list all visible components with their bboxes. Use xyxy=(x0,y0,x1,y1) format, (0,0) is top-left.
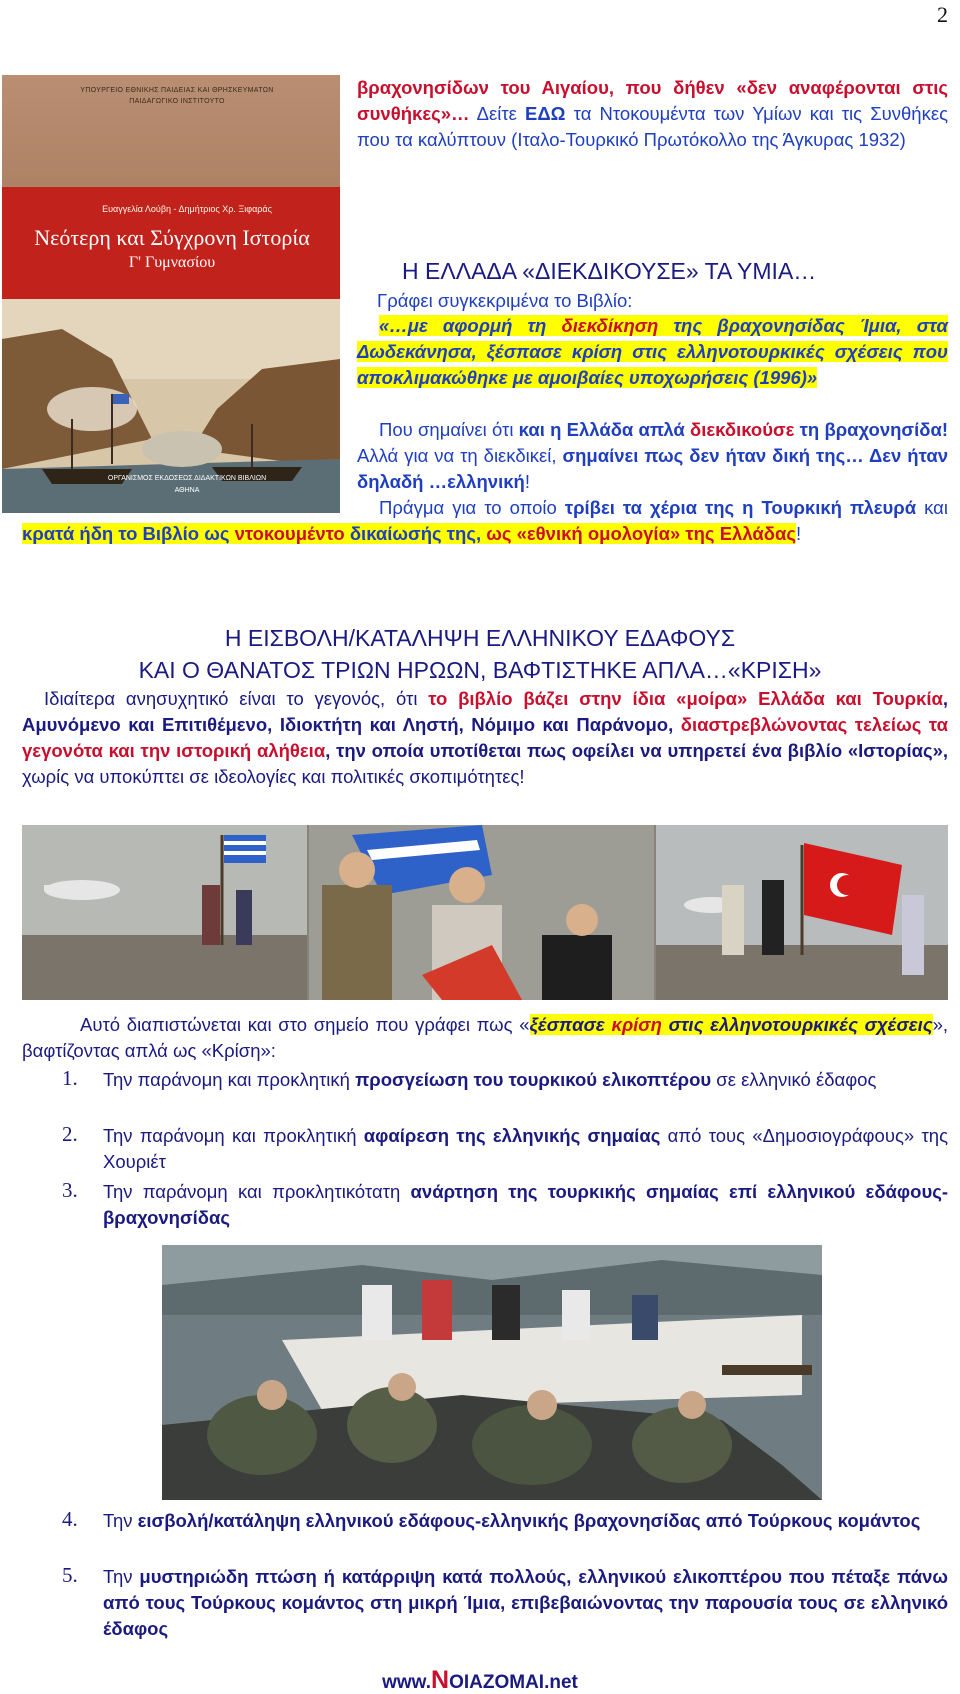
list-1-b: προσγείωση του τουρκικού ελικοπτέρου xyxy=(355,1069,712,1090)
list-intro-c: κρίση xyxy=(611,1014,662,1035)
consequence-part-b: τρίβει τα χέρια της η Τουρκική πλευρά xyxy=(564,497,917,518)
section1-meaning-paragraph xyxy=(357,417,948,495)
list-intro-e: » xyxy=(932,1014,943,1035)
section1-intro-line: Γράφει συγκεκριμένα το Βιβλίο: xyxy=(377,290,633,311)
list-3-a: Την παράνομη και προκλητικότατη xyxy=(103,1181,411,1202)
book-cover-image xyxy=(2,75,340,513)
here-link[interactable]: ΕΔΩ xyxy=(525,103,566,124)
meaning-part-d: τη βραχονησίδα! xyxy=(794,419,948,440)
consequence-part-a: Πράγμα για το οποίο xyxy=(379,497,565,518)
intro-red-text: βραχονησίδων του Αιγαίου, που δήθεν «δεν αναφέρονται στις συνθήκες»… xyxy=(357,77,948,124)
commandos-boat-photo xyxy=(162,1245,822,1500)
list-4-b: εισβολή/κατάληψη ελληνικού εδάφους-ελληνικής βραχονησίδας από Τούρκους κομάντος xyxy=(137,1510,921,1531)
list-number-2: 2. xyxy=(62,1122,78,1146)
list-item-2 xyxy=(103,1123,948,1175)
consequence-part-h: ! xyxy=(795,523,802,544)
list-intro-a: Αυτό διαπιστώνεται και στο σημείο που γράφει πως « xyxy=(80,1014,530,1035)
footer-post: OIAZOMAI.net xyxy=(449,1672,578,1693)
list-intro-paragraph xyxy=(22,1012,948,1064)
s2-part-f: χωρίς να υποκύπτει σε ιδεολογίες και πολιτικές σκοπιμότητες! xyxy=(22,766,525,787)
section2-paragraph xyxy=(22,686,948,790)
list-intro-f: , βαφτίζοντας απλά ως «Κρίση»: xyxy=(22,1014,949,1061)
list-2-a: Την παράνομη και προκλητική xyxy=(103,1125,364,1146)
list-5-a: Την xyxy=(103,1566,140,1587)
consequence-part-e: ντοκουμέντο xyxy=(234,523,345,544)
page-number: 2 xyxy=(937,2,948,27)
consequence-part-c: και xyxy=(916,497,948,518)
footer-pre: www. xyxy=(382,1672,432,1693)
section1-consequence-paragraph xyxy=(22,495,948,547)
intro-blue-text-2: τα Ντοκουμέντα των Υμίων και τις Συνθήκες που τα καλύπτουν (Ιταλο-Τουρκικό Πρωτόκολλο της Άγκυρας 1932) xyxy=(357,103,948,150)
cover-subtitle: Γ' Γυμνασίου xyxy=(128,254,216,271)
consequence-part-d: κρατά ήδη το Βιβλίο ως xyxy=(22,523,235,544)
meaning-part-c: διεκδικούσε xyxy=(690,419,795,440)
list-number-3: 3. xyxy=(62,1178,78,1202)
intro-paragraph xyxy=(357,75,948,153)
list-1-a: Την παράνομη και προκλητική xyxy=(103,1069,356,1090)
imia-flag-photos xyxy=(22,825,948,1000)
list-5-b: μυστηριώδη πτώση ή κατάρριψη κατά πολλούς, ελληνικού ελικοπτέρου που πέταξε πάνω από τους Τούρκους κομάντος στη μικρή Ίμια, επιβεβαιώνοντας την παρουσία τους σε ελληνικό έδαφος xyxy=(103,1566,948,1639)
list-item-3 xyxy=(103,1179,948,1231)
s2-part-a: Ιδιαίτερα ανησυχητικό είναι το γεγονός, ότι xyxy=(44,688,429,709)
s2-part-e: , την οποία υποτίθεται πως οφείλει να υπηρετεί ένα βιβλίο «Ιστορίας», xyxy=(325,740,949,761)
list-2-b: αφαίρεση της ελληνικής σημαίας xyxy=(363,1125,661,1146)
cover-authors: Ευαγγελία Λούβη - Δημήτριος Χρ. Ξιφαράς xyxy=(102,204,272,214)
list-1-c: σε ελληνικό έδαφος xyxy=(711,1069,877,1090)
list-item-1 xyxy=(103,1067,948,1093)
meaning-part-b: και η Ελλάδα απλά xyxy=(518,419,691,440)
consequence-part-f: δικαίωσής της, xyxy=(344,523,487,544)
section2-heading-line2: ΚΑΙ Ο ΘΑΝΑΤΟΣ ΤΡΙΩΝ ΗΡΩΩΝ, ΒΑΦΤΙΣΤΗΚΕ ΑΠΛΑ…«ΚΡΙΣΗ» xyxy=(138,657,822,683)
list-3-b: ανάρτηση της τουρκικής σημαίας επί ελληνικού εδάφους-βραχονησίδας xyxy=(103,1181,949,1228)
s2-part-b: το βιβλίο βάζει στην ίδια «μοίρα» Ελλάδα και Τουρκία xyxy=(428,688,943,709)
list-item-4 xyxy=(103,1508,948,1534)
quote-part-1: «…με αφορμή τη xyxy=(379,315,562,336)
intro-blue-text-1: Δείτε xyxy=(469,103,526,124)
meaning-part-f: σημαίνει πως δεν ήταν δική της… Δεν ήταν δηλαδή …ελληνική xyxy=(357,445,948,492)
list-intro-b: ξέσπασε xyxy=(529,1014,612,1035)
list-number-5: 5. xyxy=(62,1563,78,1587)
list-intro-d: στις ελληνοτουρκικές σχέσεις xyxy=(661,1014,933,1035)
list-item-5 xyxy=(103,1564,948,1642)
section2-heading-line1: Η ΕΙΣΒΟΛΗ/ΚΑΤΑΛΗΨΗ ΕΛΛΗΝΙΚΟΥ ΕΔΑΦΟΥΣ xyxy=(224,625,736,651)
list-2-c: από τους «Δημοσιογράφους» της Χουριέτ xyxy=(103,1125,948,1172)
consequence-part-g: ως «εθνική ομολογία» της Ελλάδας xyxy=(486,523,796,544)
list-4-a: Την xyxy=(103,1510,138,1531)
quote-part-2: διεκδίκηση xyxy=(561,315,659,336)
cover-title: Νεότερη και Σύγχρονη Ιστορία xyxy=(34,225,310,250)
quote-part-3: της βραχονησίδας Ίμια, στα Δωδεκάνησα, ξέσπασε κρίση στις ελληνοτουρκικές σχέσεις που αποκλιμακώθηκε με αμοιβαίες υποχωρήσεις (1996)» xyxy=(357,315,949,388)
s2-part-d: διαστρεβλώνοντας τελείως τα γεγονότα και την ιστορική αλήθεια xyxy=(22,714,948,761)
meaning-part-g: ! xyxy=(524,471,530,492)
footer-big-letter: N xyxy=(431,1666,450,1694)
cover-organisation: ΟΡΓΑΝΙΣΜΟΣ ΕΚΔΟΣΕΩΣ ΔΙΔΑΚΤΙΚΩΝ ΒΙΒΛΙΩΝ ΑΘΗΝΑ xyxy=(107,475,267,494)
meaning-part-a: Που σημαίνει ότι xyxy=(379,419,519,440)
list-number-1: 1. xyxy=(62,1066,78,1090)
cover-publisher: ΥΠΟΥΡΓΕΙΟ ΕΘΝΙΚΗΣ ΠΑΙΔΕΙΑΣ ΚΑΙ ΘΡΗΣΚΕΥΜΑΤΩΝ ΠΑΙΔΑΓΩΓΙΚΟ ΙΝΣΤΙΤΟΥΤΟ xyxy=(80,87,274,105)
section1-heading: Η ΕΛΛΑΔΑ «ΔΙΕΚΔΙΚΟΥΣΕ» ΤΑ ΥΜΙΑ… xyxy=(402,258,817,284)
book-quote xyxy=(357,313,948,391)
footer-website-link[interactable] xyxy=(0,1667,960,1694)
meaning-part-e: Αλλά για να τη διεκδικεί, xyxy=(357,445,563,466)
s2-part-c: , Αμυνόμενο και Επιτιθέμενο, Ιδιοκτήτη και Ληστή, Νόμιμο και Παράνομο, xyxy=(22,688,948,735)
list-number-4: 4. xyxy=(62,1507,78,1531)
